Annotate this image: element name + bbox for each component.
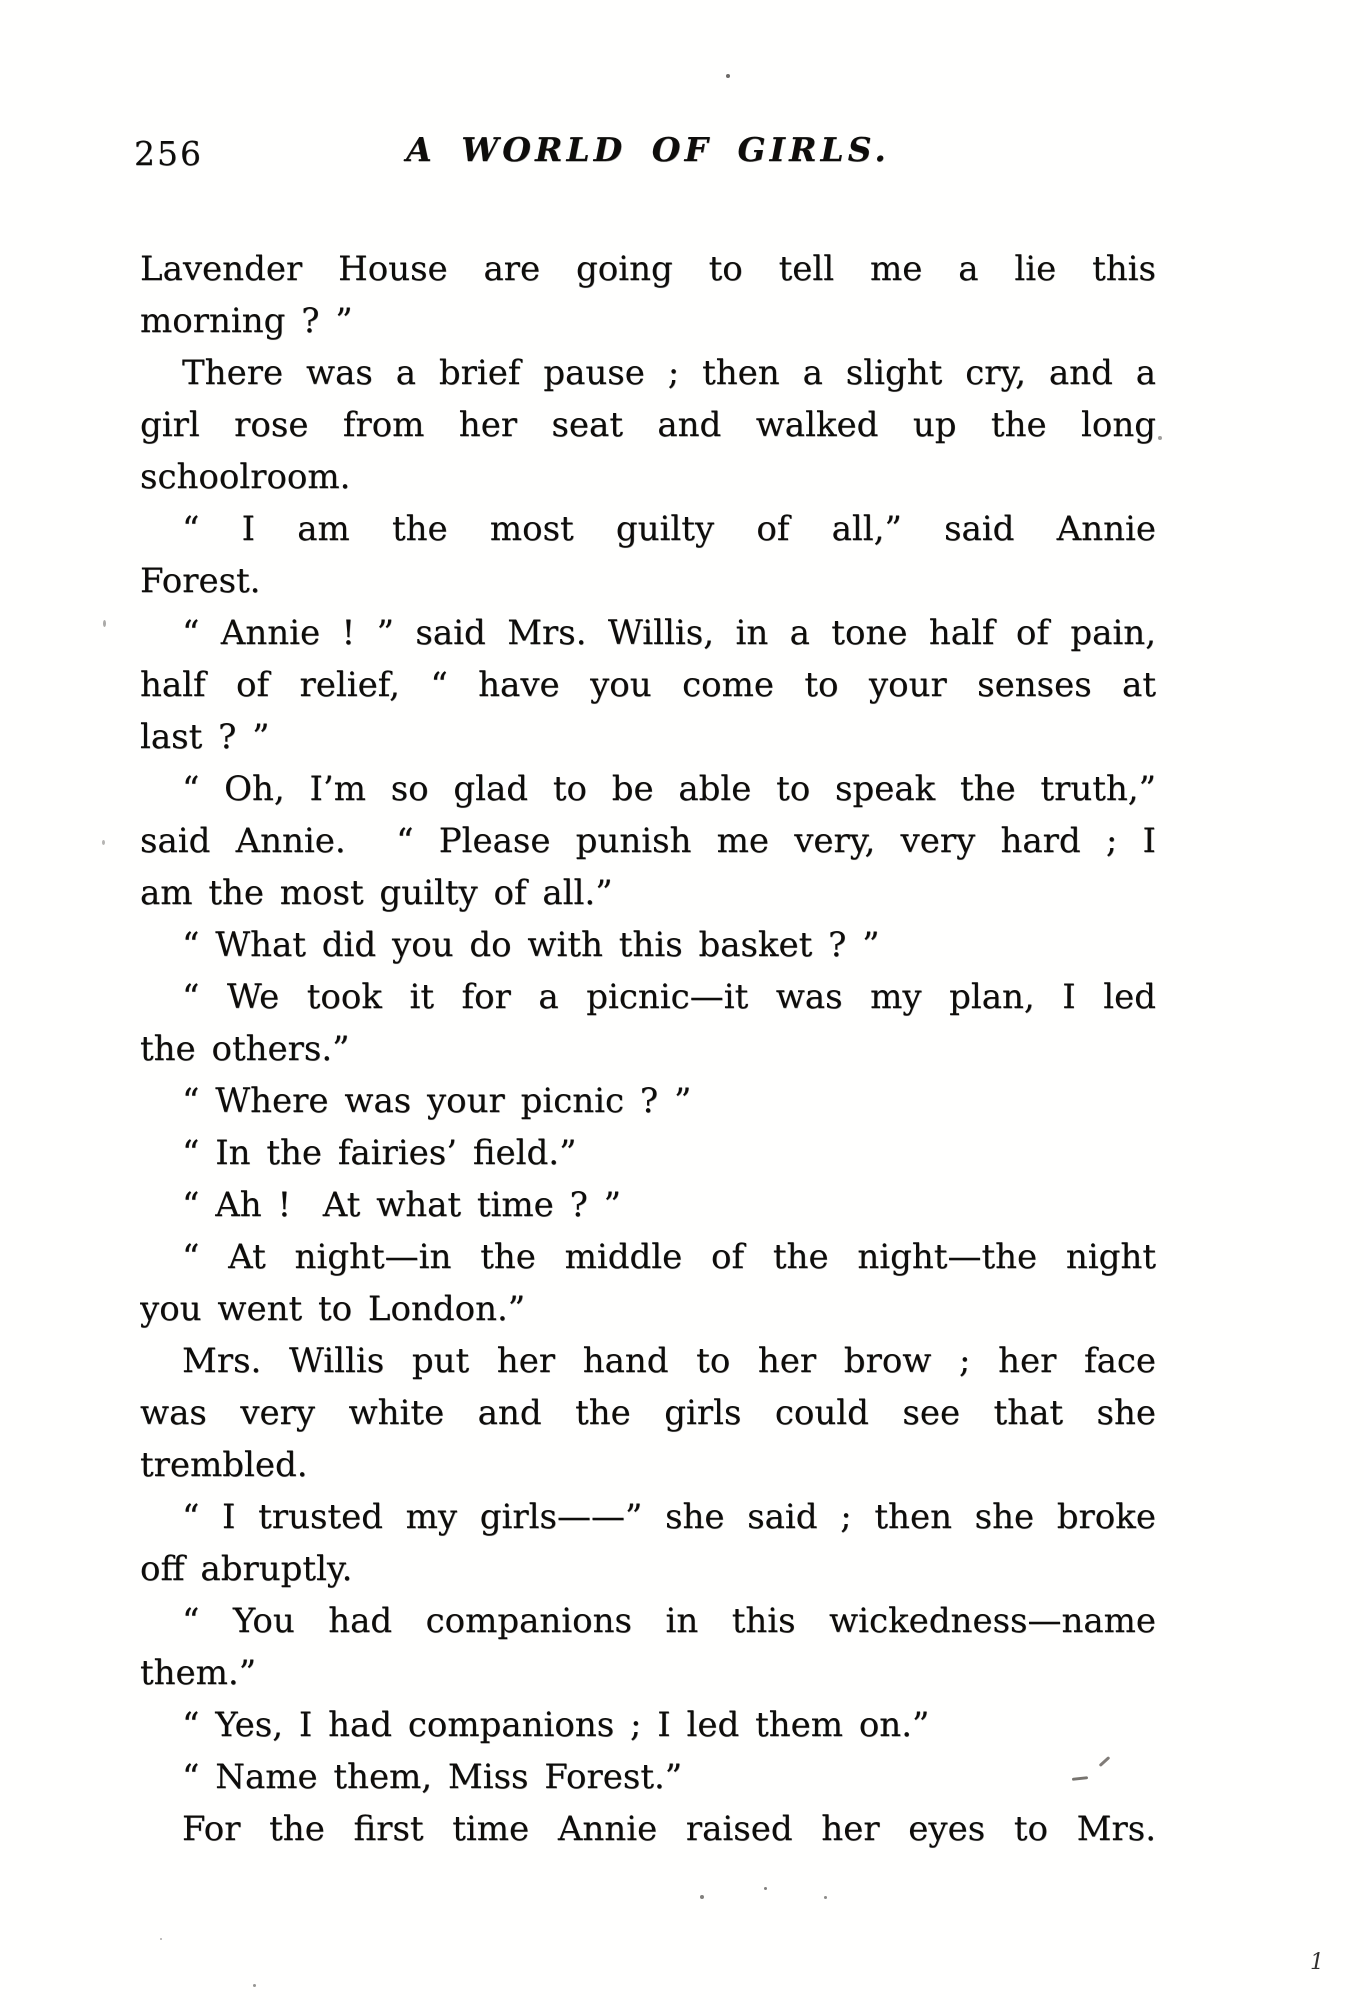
text-line: Mrs. Willis put her hand to her brow ; her face [182,1341,1156,1381]
page-number: 256 [134,134,203,173]
text-line: trembled. [140,1445,308,1485]
text-line: “ In the fairies’ field.” [182,1133,577,1173]
text-line: Forest. [140,561,261,601]
text-line: am the most guilty of all.” [140,873,613,913]
text-line: the others.” [140,1029,350,1069]
text-line: morning ? ” [140,301,353,341]
page-header [134,130,1156,178]
text-line: you went to London.” [140,1289,526,1329]
text-line: “ Annie ! ” said Mrs. Willis, in a tone half of pain, [182,613,1156,653]
ink-speck [764,1887,767,1890]
text-line: “ You had companions in this wickedness—name [182,1601,1156,1641]
ink-speck [253,1984,256,1987]
ink-speck [103,620,106,627]
text-line: “ Name them, Miss Forest.” [182,1757,683,1797]
ink-speck [1158,436,1162,440]
body-text [140,243,1156,1855]
text-line: For the first time Annie raised her eyes to Mrs. [182,1809,1156,1849]
text-line: “ Where was your picnic ? ” [182,1081,692,1121]
text-line: girl rose from her seat and walked up the long [140,405,1156,445]
text-line: schoolroom. [140,457,351,497]
text-line: off abruptly. [140,1549,353,1589]
text-line: “ At night—in the middle of the night—the night [182,1237,1156,1277]
text-line: them.” [140,1653,257,1693]
text-line: “ We took it for a picnic—it was my plan, I led [182,977,1156,1017]
text-line: There was a brief pause ; then a slight cry, and a [182,353,1156,393]
ink-speck [726,74,730,78]
ink-speck [824,1896,827,1899]
text-line: Lavender House are going to tell me a lie this [140,249,1156,289]
text-line: last ? ” [140,717,270,757]
text-line: “ Yes, I had companions ; I led them on.” [182,1705,930,1745]
ink-speck [102,840,105,845]
ink-speck [700,1895,704,1899]
text-line: said Annie. “ Please punish me very, very hard ; I [140,821,1156,861]
text-line: “ Oh, I’m so glad to be able to speak the truth,” [182,769,1156,809]
text-line: “ What did you do with this basket ? ” [182,925,880,965]
text-line: half of relief, “ have you come to your senses at [140,665,1156,705]
ink-speck [160,1938,162,1940]
text-line: “ I trusted my girls——” she said ; then she broke [182,1497,1156,1537]
text-line: was very white and the girls could see that she [140,1393,1156,1433]
text-line: “ Ah ! At what time ? ” [182,1185,622,1225]
text-line: “ I am the most guilty of all,” said Annie [182,509,1156,549]
running-title: A WORLD OF GIRLS. [406,130,890,169]
corner-mark: 1 [1310,1950,1324,1975]
